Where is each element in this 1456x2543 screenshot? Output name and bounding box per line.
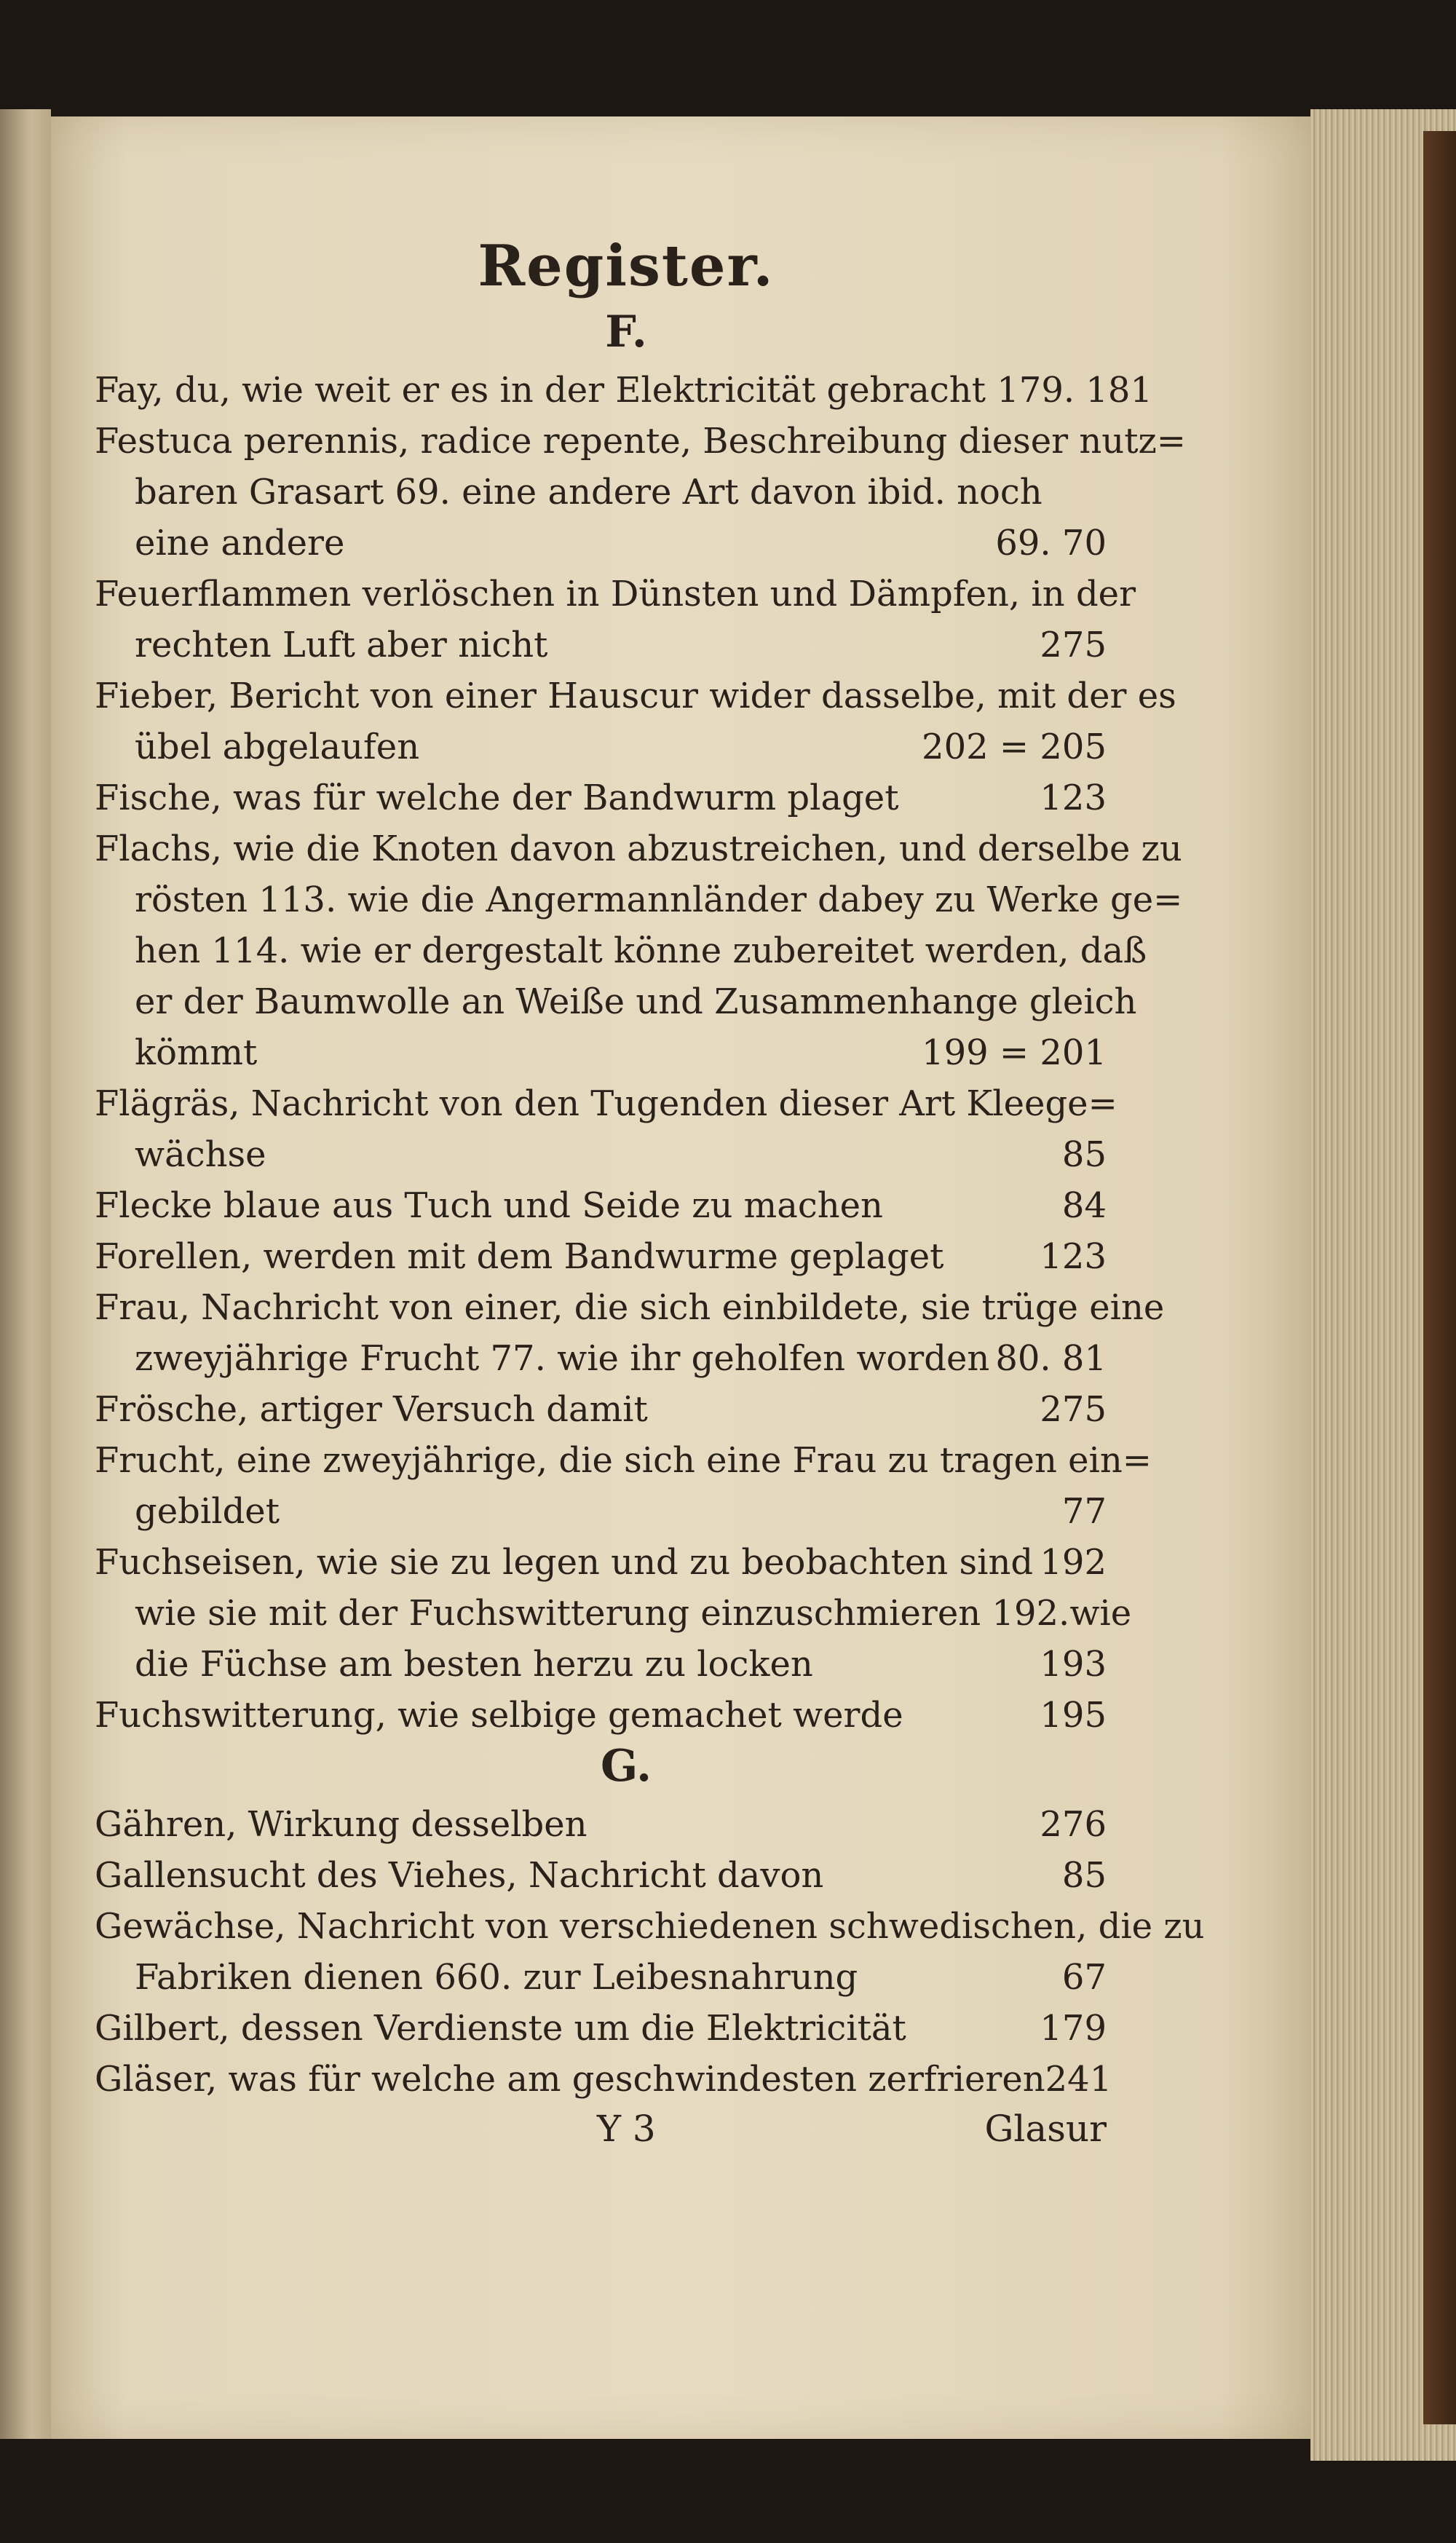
register-entry <box>95 1180 1107 1231</box>
register-entry <box>95 772 1107 823</box>
entry-text: Fuchseisen, wie sie zu legen und zu beobachten sind <box>95 1542 1034 1583</box>
entry-text: Frucht, eine zweyjährige, die sich eine Frau zu tragen ein= <box>95 1440 1152 1481</box>
register-content <box>95 233 1205 2150</box>
entry-text: Fuchswitterung, wie selbige gemachet werde <box>95 1695 903 1736</box>
section-letter: F. <box>605 306 647 357</box>
entry-text: rösten 113. wie die Angermannländer dabey zu Werke ge= <box>135 879 1183 920</box>
catchword: Glasur <box>984 2108 1107 2150</box>
entry-line <box>95 1901 1205 1952</box>
page-reference: 179 <box>1040 2008 1107 2049</box>
entry-line <box>95 365 1153 416</box>
entry-line <box>95 1333 1107 1384</box>
entry-line <box>95 2003 1107 2054</box>
page-reference: 84 <box>1061 1185 1107 1226</box>
entry-line <box>95 671 1176 721</box>
page-reference: 80. 81 <box>995 1338 1107 1379</box>
register-entry <box>95 416 1186 569</box>
register-entry <box>95 569 1136 671</box>
register-entry <box>95 1078 1117 1180</box>
entry-text: hen 114. wie er dergestalt könne zubereitet werden, daß <box>135 930 1147 971</box>
entry-line <box>95 1850 1107 1901</box>
entry-line <box>95 1231 1107 1282</box>
entry-line <box>95 1952 1107 2003</box>
entry-line <box>95 1537 1107 1588</box>
entry-line <box>95 620 1107 671</box>
register-entry <box>95 823 1183 1078</box>
entry-text: baren Grasart 69. eine andere Art davon ibid. noch <box>135 472 1042 513</box>
entry-text: die Füchse am besten herzu zu locken <box>135 1644 813 1685</box>
entry-line <box>95 1282 1165 1333</box>
entry-text: kömmt <box>135 1032 258 1073</box>
register-entry <box>95 671 1176 772</box>
entry-line <box>95 2054 1112 2105</box>
page-reference: 192 <box>1040 1542 1107 1583</box>
entry-line <box>95 1588 1132 1639</box>
page-reference: 275 <box>1040 625 1107 665</box>
entry-line <box>95 1639 1107 1690</box>
register-entry <box>95 1850 1107 1901</box>
register-entry <box>95 1901 1205 2003</box>
entry-text: gebildet <box>135 1491 280 1532</box>
entry-line <box>95 976 1137 1027</box>
entry-line <box>95 1435 1152 1486</box>
entry-line <box>95 772 1107 823</box>
entry-line <box>95 569 1136 620</box>
page-reference: 67 <box>1061 1957 1107 1998</box>
signature-mark: Y 3 <box>597 2108 656 2150</box>
entry-line <box>95 1078 1117 1129</box>
left-page-edge <box>0 109 51 2439</box>
entry-line <box>95 1486 1107 1537</box>
entry-text: Festuca perennis, radice repente, Beschreibung dieser nutz= <box>95 421 1186 462</box>
register-entry <box>95 1537 1132 1690</box>
section-letter: G. <box>601 1741 652 1792</box>
entry-text: rechten Luft aber nicht <box>135 625 548 665</box>
entry-line <box>95 1690 1107 1741</box>
page-reference: 77 <box>1061 1491 1107 1532</box>
entry-line <box>95 1027 1107 1078</box>
entry-line <box>95 925 1147 976</box>
entry-line <box>95 1180 1107 1231</box>
register-entry <box>95 1799 1107 1850</box>
page-reference: 193 <box>1040 1644 1107 1685</box>
entry-line <box>95 416 1186 467</box>
entry-list <box>95 365 1186 1741</box>
page-reference: 69. 70 <box>995 523 1107 563</box>
page-reference: 85 <box>1061 1134 1107 1175</box>
entry-list <box>95 1799 1205 2105</box>
register-entry <box>95 1282 1165 1384</box>
page-reference: 85 <box>1061 1855 1107 1896</box>
entry-line <box>95 1799 1107 1850</box>
page-reference: 241 <box>1045 2059 1112 2100</box>
entry-line <box>95 467 1107 518</box>
entry-line <box>95 1129 1107 1180</box>
register-entry <box>95 365 1153 416</box>
entry-text: Frösche, artiger Versuch damit <box>95 1389 648 1430</box>
entry-text: Fabriken dienen 660. zur Leibesnahrung <box>135 1957 858 1998</box>
register-entry <box>95 1231 1107 1282</box>
entry-text: Feuerflammen verlöschen in Dünsten und Dämpfen, in der <box>95 574 1136 614</box>
book-cover <box>1423 131 1456 2424</box>
entry-text: Flecke blaue aus Tuch und Seide zu machen <box>95 1185 883 1226</box>
entry-text: zweyjährige Frucht 77. wie ihr geholfen worden <box>135 1338 990 1379</box>
entry-text: wie sie mit der Fuchswitterung einzuschmieren 192. <box>135 1593 1070 1634</box>
page-reference: 202 = 205 <box>922 727 1107 767</box>
entry-text: Forellen, werden mit dem Bandwurme geplaget <box>95 1236 944 1277</box>
register-entry <box>95 1384 1107 1435</box>
entry-line <box>95 721 1107 772</box>
entry-line <box>95 518 1107 569</box>
register-entry <box>95 2003 1107 2054</box>
page-reference: 123 <box>1040 1236 1107 1277</box>
entry-text: er der Baumwolle an Weiße und Zusammenhange gleich <box>135 981 1137 1022</box>
entry-text: Fieber, Bericht von einer Hauscur wider dasselbe, mit der es <box>95 676 1176 716</box>
entry-text: Gläser, was für welche am geschwindesten zerfrieren <box>95 2059 1045 2100</box>
entry-line <box>95 823 1182 874</box>
entry-text: Gewächse, Nachricht von verschiedenen schwedischen, die zu <box>95 1906 1205 1947</box>
entry-text: eine andere <box>135 523 345 563</box>
page-reference: 275 <box>1040 1389 1107 1430</box>
page-reference: 123 <box>1040 778 1107 818</box>
entry-text: Fay, du, wie weit er es in der Elektricität gebracht 179. 181 <box>95 370 1153 411</box>
entry-line <box>95 1384 1107 1435</box>
page-footer <box>95 2108 1107 2150</box>
entry-text: Flachs, wie die Knoten davon abzustreichen, und derselbe zu <box>95 828 1182 869</box>
register-entry <box>95 2054 1112 2105</box>
register-entry <box>95 1690 1107 1741</box>
page-reference: wie <box>1069 1593 1132 1634</box>
entry-text: Gähren, Wirkung desselben <box>95 1804 587 1845</box>
page-reference: 276 <box>1040 1804 1107 1845</box>
entry-text: Gallensucht des Viehes, Nachricht davon <box>95 1855 824 1896</box>
register-entry <box>95 1435 1152 1537</box>
entry-text: Fische, was für welche der Bandwurm plaget <box>95 778 899 818</box>
page-reference: 195 <box>1040 1695 1107 1736</box>
entry-text: Frau, Nachricht von einer, die sich einbildete, sie trüge eine <box>95 1287 1165 1328</box>
entry-text: Flägräs, Nachricht von den Tugenden dieser Art Kleege= <box>95 1083 1117 1124</box>
page-reference: 199 = 201 <box>922 1032 1107 1073</box>
entry-line <box>95 874 1183 925</box>
entry-text: wächse <box>135 1134 266 1175</box>
entry-text: Gilbert, dessen Verdienste um die Elektricität <box>95 2008 906 2049</box>
register-sections <box>95 306 1205 2105</box>
page-title: Register. <box>478 233 775 299</box>
entry-text: übel abgelaufen <box>135 727 420 767</box>
